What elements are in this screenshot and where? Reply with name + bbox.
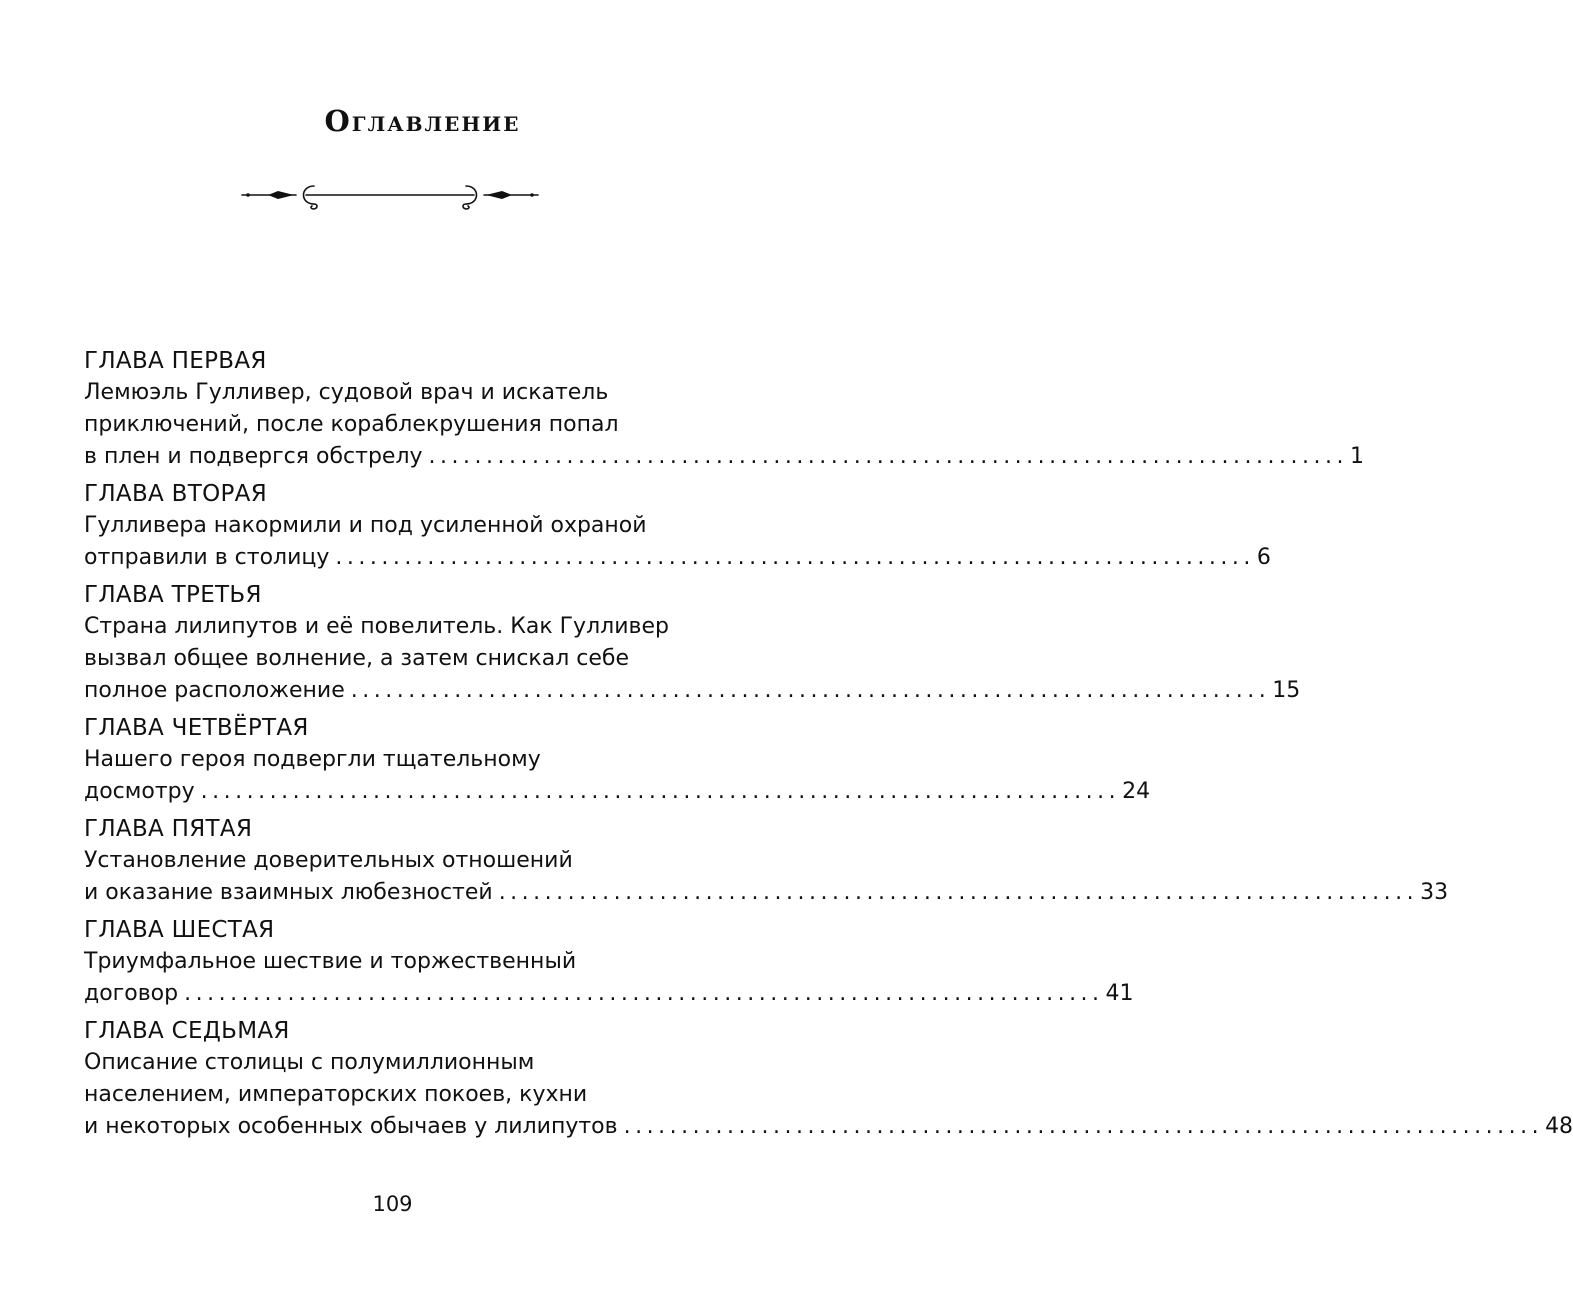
ornament-divider [238,180,542,210]
chapter-description-line: Лемюэль Гулливер, судовой врач и искатель [84,380,609,405]
chapter-page-number: 41 [1105,981,1134,1006]
dot-leader: ................................................................................ [428,444,1348,469]
chapter-page-number: 24 [1122,779,1151,804]
chapter-heading: ГЛАВА ШЕСТАЯ [84,917,275,943]
chapter-entry[interactable] [84,1015,1573,1143]
dot-leader: ................................................................................ [335,545,1255,570]
chapter-heading: ГЛАВА ПЯТАЯ [84,816,253,842]
chapter-description-line: отправили в столицу [84,545,330,570]
chapter-description-line: вызвал общее волнение, а затем снискал себе [84,646,629,671]
chapter-heading: ГЛАВА ЧЕТВЁРТАЯ [84,715,309,741]
chapter-description-line: населением, императорских покоев, кухни [84,1082,588,1107]
table-of-contents [84,345,1573,1148]
chapter-entry[interactable] [84,712,1151,808]
chapter-entry[interactable] [84,914,1134,1010]
dot-leader: ................................................................................ [350,678,1271,703]
chapter-heading: ГЛАВА ПЕРВАЯ [84,348,267,374]
chapter-description-line: Гулливера накормили и под усиленной охраной [84,513,647,538]
chapter-heading: ГЛАВА СЕДЬМАЯ [84,1018,290,1044]
chapter-description-line: Описание столицы с полумиллионным [84,1050,535,1075]
chapter-description-line: досмотру [84,779,195,804]
chapter-entry[interactable] [84,345,1364,473]
chapter-page-number: 48 [1545,1114,1573,1139]
chapter-description-line: полное расположение [84,678,345,703]
chapter-description-line: Страна лилипутов и её повелитель. Как Гулливер [84,614,669,639]
dot-leader: ................................................................................ [623,1114,1544,1139]
chapter-description-line: Установление доверительных отношений [84,848,573,873]
chapter-page-number: 6 [1256,545,1271,570]
page-title: Оглавление [324,104,521,138]
chapter-entry[interactable] [84,579,1301,707]
chapter-description-line: в плен и подвергся обстрелу [84,444,423,469]
page-number: 109 [372,1192,413,1216]
chapter-description-line: и оказание взаимных любезностей [84,880,493,905]
chapter-description-line: и некоторых особенных обычаев у лилипутов [84,1114,618,1139]
dot-leader: ................................................................................ [200,779,1121,804]
chapter-page-number: 15 [1272,678,1301,703]
chapter-page-number: 1 [1349,444,1364,469]
chapter-page-number: 33 [1420,880,1449,905]
chapter-description-line: Нашего героя подвергли тщательному [84,747,541,772]
chapter-entry[interactable] [84,813,1449,909]
chapter-heading: ГЛАВА ВТОРАЯ [84,481,267,507]
chapter-description-line: договор [84,981,179,1006]
chapter-heading: ГЛАВА ТРЕТЬЯ [84,582,262,608]
chapter-description-line: приключений, после кораблекрушения попал [84,412,619,437]
dot-leader: ................................................................................ [184,981,1104,1006]
chapter-description-line: Триумфальное шествие и торжественный [84,949,577,974]
chapter-entry[interactable] [84,478,1271,574]
dot-leader: ................................................................................ [498,880,1419,905]
